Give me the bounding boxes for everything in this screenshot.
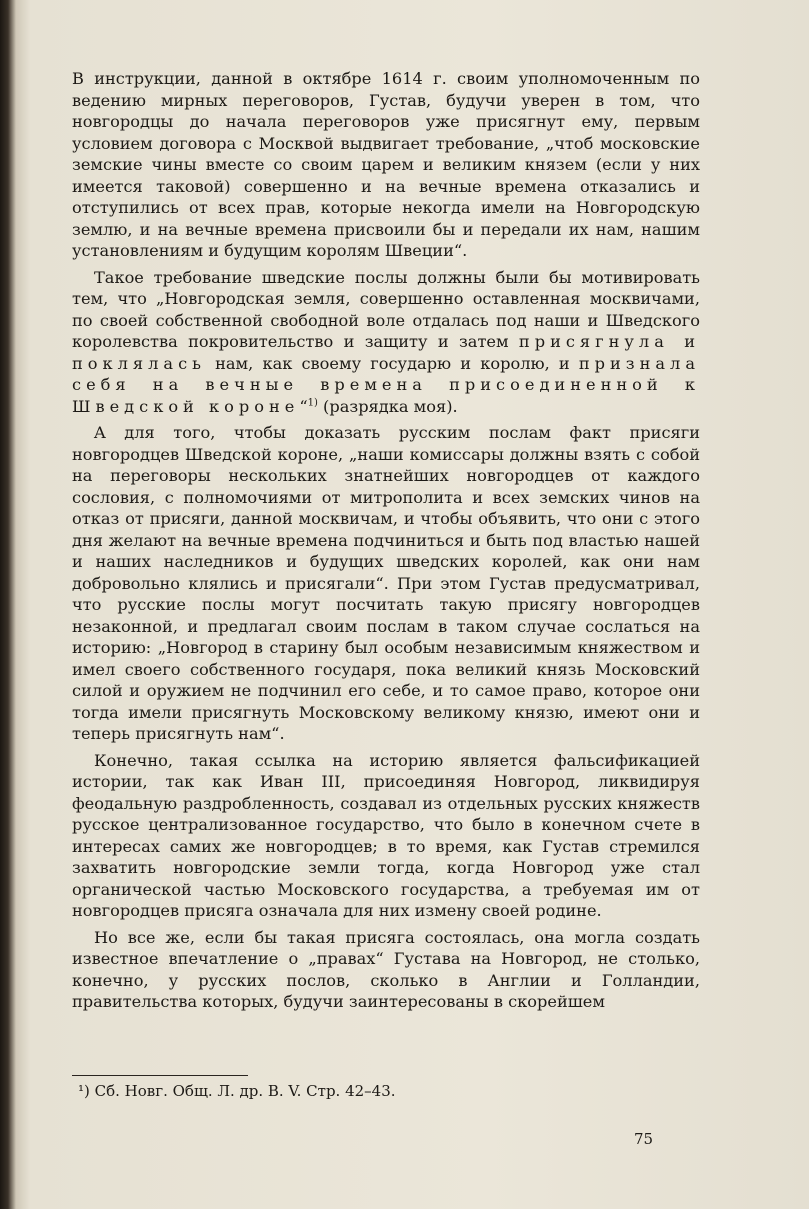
paragraph-2-middle: нам, как своему государю и королю, и bbox=[205, 353, 579, 373]
paragraph-1: В инструкции, данной в октябре 1614 г. своим уполномоченным по ведению мирных переговоров, Густав, будучи уверен в том, что новгородцы до начала переговоров уже присягнут ему, первым условием договора с Москвой выдвигает требование, „чтоб московские земские чины вместе со своим царем и великим князем (если у них имеется таковой) совершенно и на вечные времена отказались и отступились от всех прав, которые некогда имели на Новгородскую землю, и на вечные времена присвоили бы и передали их нам, нашим установлениям и будущим королям Швеции“. bbox=[72, 69, 700, 260]
paragraph-2-quote-close: “ bbox=[299, 396, 308, 416]
paragraph-3: A для того, чтобы доказать русским послам факт присяги новгородцев Шведской короне, „наши комиссары должны взять с собой на переговоры нескольких знатнейших новгородцев от каждого сословия, с полномочиями от митрополита и всех земских чинов на отказ от присяги, данной москвичам, и чтобы объявить, что они с этого дня желают на вечные времена подчиниться и быть под властью нашей и наших наследников и будущих шведских королей, как они нам добровольно клялись и присягали“. При этом Густав предусматривал, что русские послы могут посчитать такую присягу новгородцев незаконной, и предлагал своим послам в таком случае сослаться на историю: „Новгород в старину был особым независимым княжеством и имел своего собственного государя, пока великий князь Московский силой и оружием не подчинил его себе, и то самое право, которое они тогда имели присягнуть Московскому великому князю, имеют они и теперь присягнуть нам“. bbox=[72, 423, 700, 743]
footnote-mark: 1) bbox=[307, 397, 318, 409]
paragraph-2-spaced-1: присягнула и поклялась bbox=[72, 332, 700, 373]
paragraph-5: Но все же, если бы такая присяга состоялась, она могла создать известное впечатление о „правах“ Густава на Новгород, не столько, конечно, у русских послов, сколько в Англии и Голландии, правительства которых, будучи заинтересованы в скорейшем bbox=[72, 927, 700, 1011]
footnote-divider bbox=[72, 1075, 248, 1076]
paragraph-2-tail: (разрядка моя). bbox=[317, 396, 458, 416]
paragraph-4: Конечно, такая ссылка на историю является фальсификацией истории, так как Иван III, присоединяя Новгород, ликвидируя феодальную раздробленность, создавал из отдельных русских княжеств русское централизованное государство, что было в конечном счете в интересах самих же новгородцев; в то время, как Густав стремился захватить новгородские земли тогда, когда Новгород уже стал органической частью Московского государства, а требуемая им от новгородцев присяга означала для них измену своей родине. bbox=[72, 750, 700, 920]
paragraph-2 bbox=[72, 267, 700, 418]
paragraph-2-before: Такое требование шведские послы должны были бы мотивировать тем, что „Новгородская земля, совершенно оставленная москвичами, по своей собственной свободной воле отдалась под наши и Шведского королевства покровительство и защиту и затем bbox=[72, 267, 700, 351]
footnote: ¹) Сб. Новг. Общ. Л. др. В. V. Стр. 42–43. bbox=[78, 1082, 396, 1100]
page-number: 75 bbox=[634, 1130, 654, 1148]
paragraph-2-spaced-2: признала себя на вечные времена присоединенной к Шведской короне bbox=[72, 353, 700, 416]
body-text bbox=[72, 68, 700, 1018]
